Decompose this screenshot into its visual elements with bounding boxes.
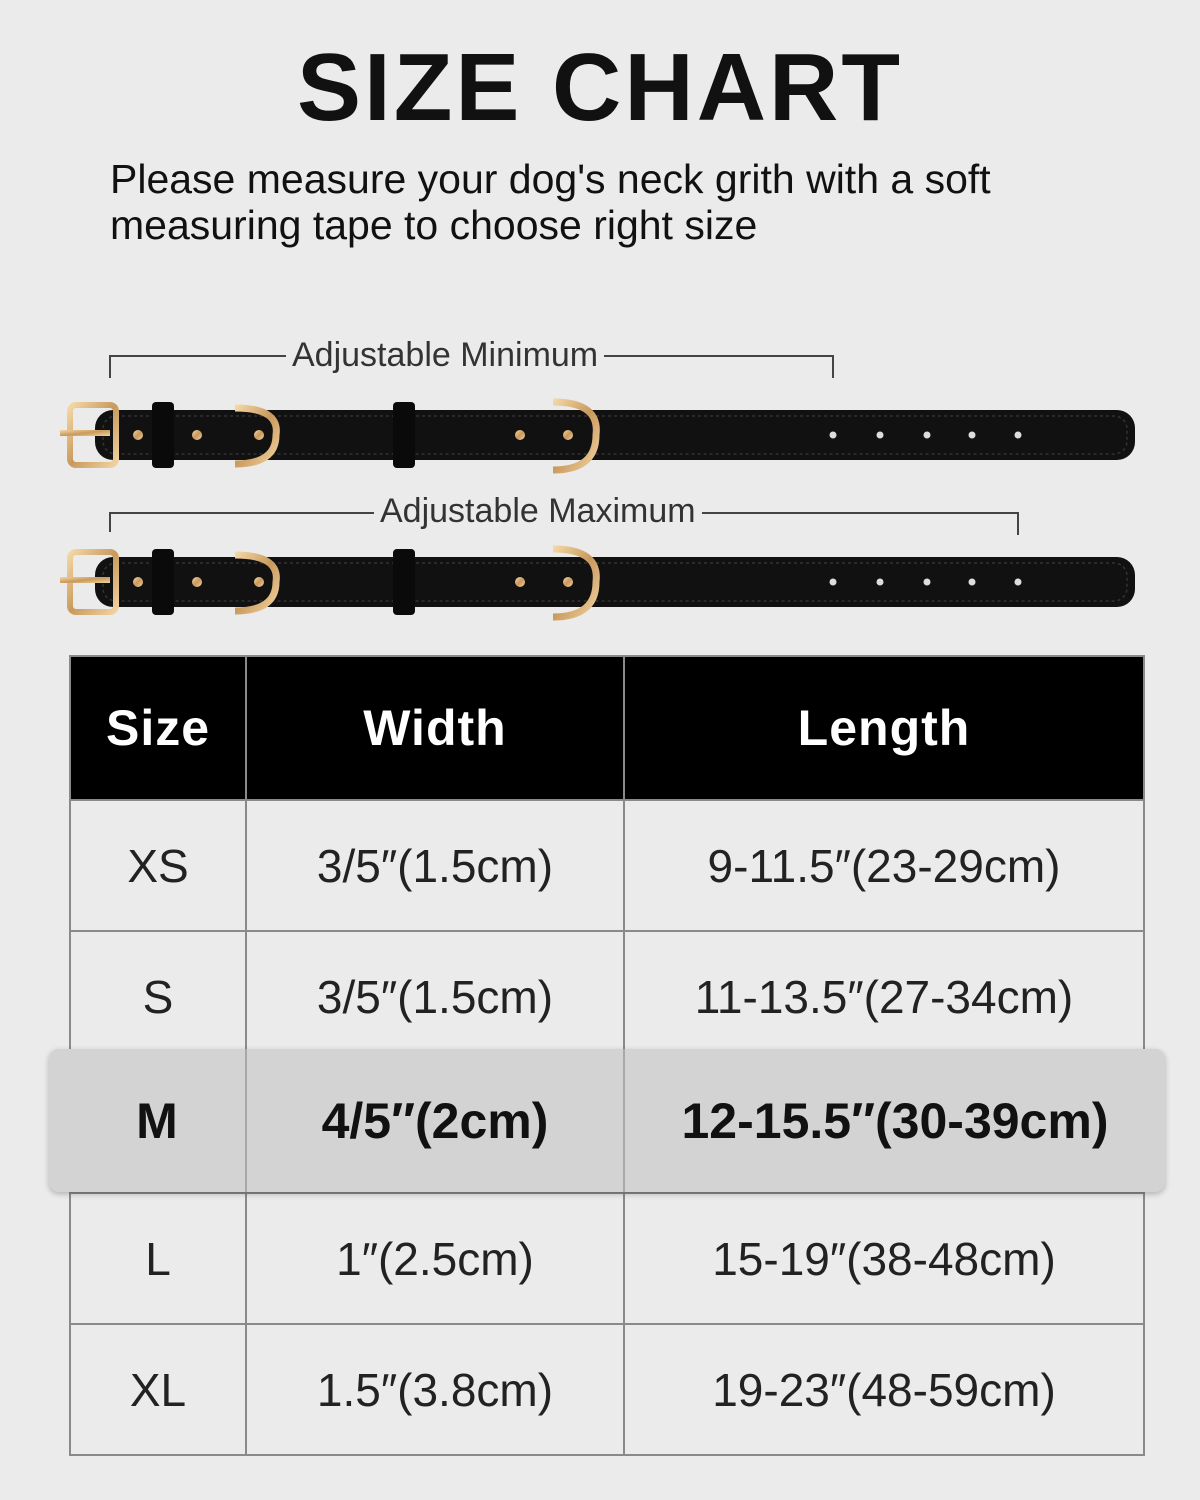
page-title: SIZE CHART xyxy=(297,34,903,141)
size-cell: L xyxy=(70,1193,246,1324)
table-row xyxy=(70,1324,1144,1455)
width-cell: 3/5″(1.5cm) xyxy=(246,800,624,931)
length-cell: 15-19″(38-48cm) xyxy=(624,1193,1144,1324)
instructions-line-2: measuring tape to choose right size xyxy=(110,202,758,248)
header-size: Size xyxy=(70,656,246,800)
table-header-row xyxy=(70,656,1144,800)
adjustable-maximum-label: Adjustable Maximum xyxy=(374,494,702,528)
length-cell: 9-11.5″(23-29cm) xyxy=(624,800,1144,931)
size-cell: S xyxy=(70,931,246,1062)
table-row xyxy=(70,800,1144,931)
width-cell-highlighted: 4/5″(2cm) xyxy=(321,1092,549,1149)
width-cell: 1.5″(3.8cm) xyxy=(246,1324,624,1455)
width-cell: 3/5″(1.5cm) xyxy=(246,931,624,1062)
highlighted-row xyxy=(49,1049,1165,1192)
size-cell-highlighted: M xyxy=(136,1092,178,1149)
header-width: Width xyxy=(246,656,624,800)
instructions-text xyxy=(110,156,1130,248)
width-cell: 1″(2.5cm) xyxy=(246,1193,624,1324)
table-row xyxy=(70,931,1144,1062)
size-cell: XS xyxy=(70,800,246,931)
table-row xyxy=(70,1193,1144,1324)
length-cell: 11-13.5″(27-34cm) xyxy=(624,931,1144,1062)
header-length: Length xyxy=(624,656,1144,800)
adjustable-minimum-label: Adjustable Minimum xyxy=(286,338,604,372)
length-cell-highlighted: 12-15.5″(30-39cm) xyxy=(681,1092,1109,1149)
instructions-line-1: Please measure your dog's neck grith with a soft xyxy=(110,156,991,202)
collar-diagram xyxy=(0,330,1200,630)
length-cell: 19-23″(48-59cm) xyxy=(624,1324,1144,1455)
size-cell: XL xyxy=(70,1324,246,1455)
